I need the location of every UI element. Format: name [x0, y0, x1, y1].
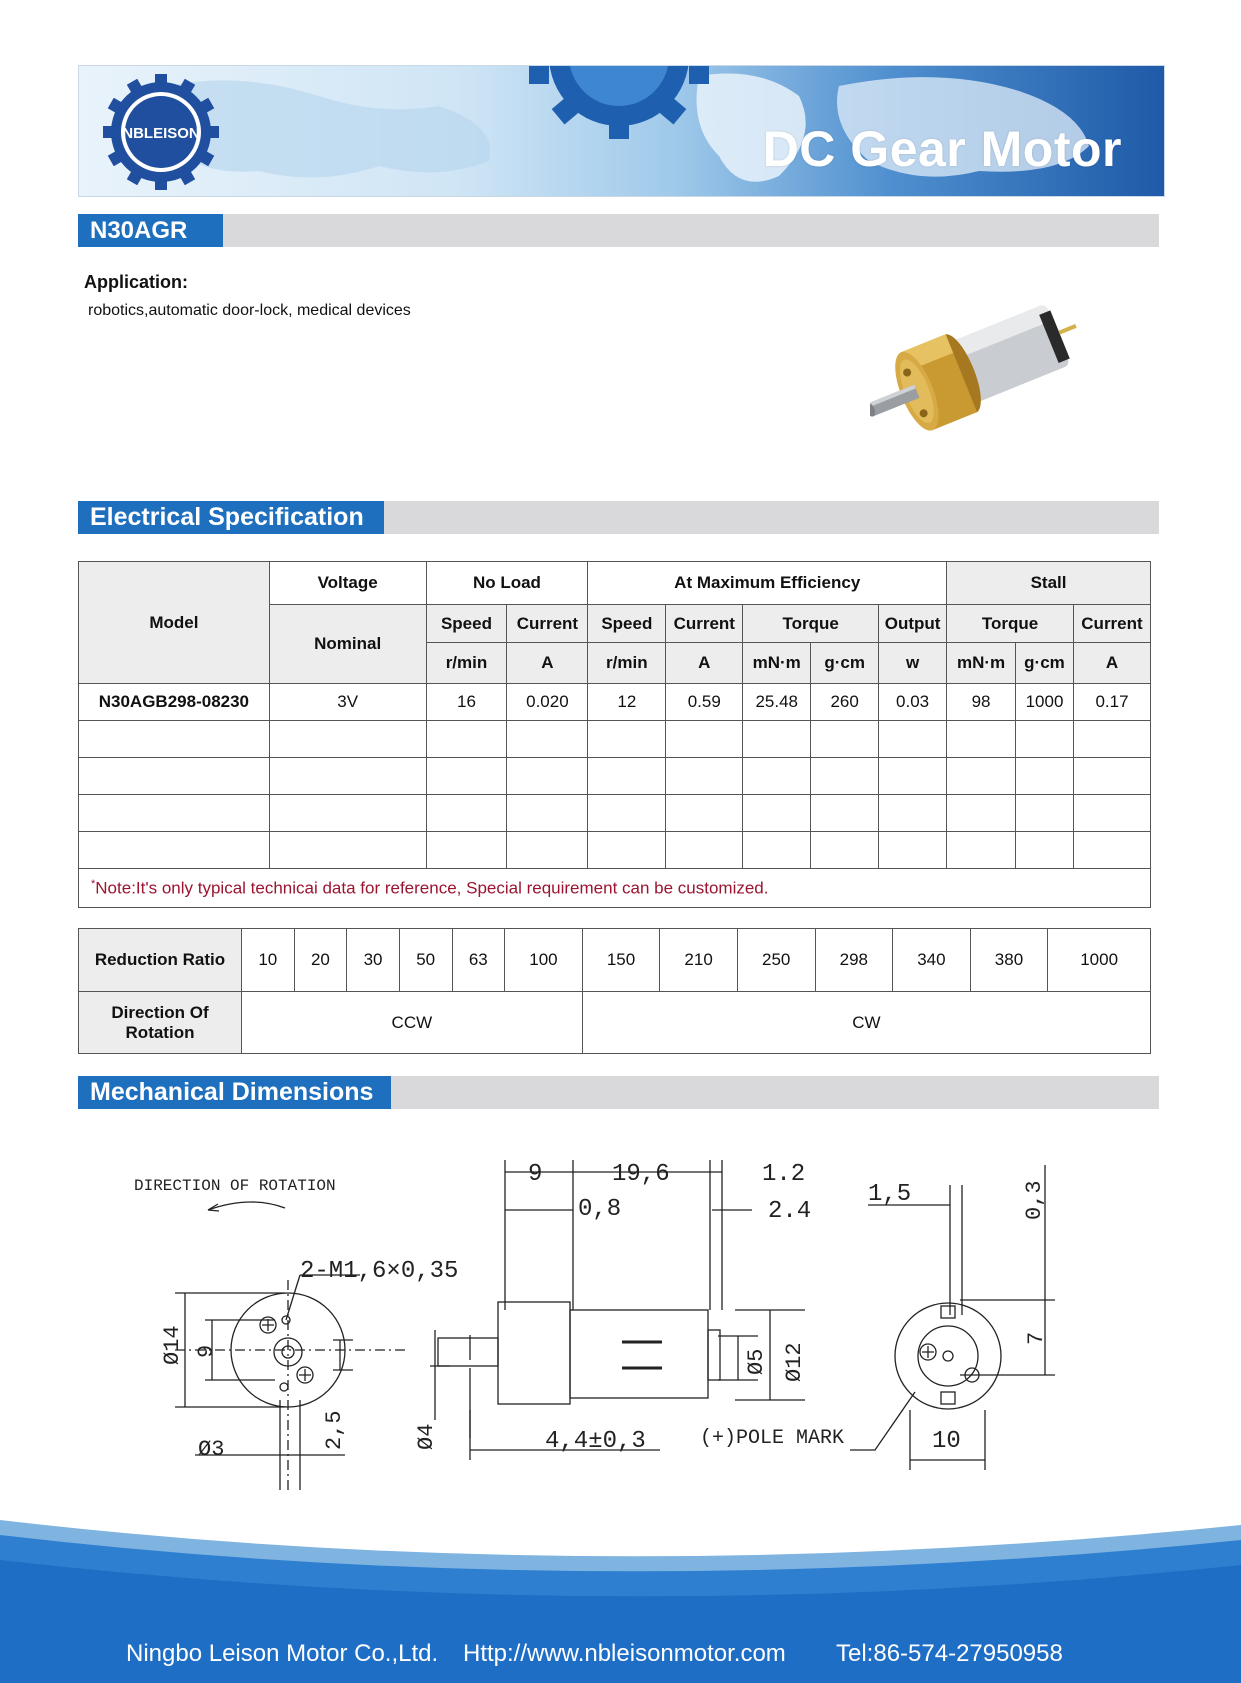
cell-me-speed: 12	[588, 684, 666, 721]
unit-nl-current: A	[507, 643, 588, 684]
unit-me-output: w	[879, 643, 947, 684]
cell-me-torque-mnm: 25.48	[743, 684, 811, 721]
header-stall: Stall	[947, 562, 1151, 605]
mechanical-section-title: Mechanical Dimensions	[78, 1076, 391, 1109]
electrical-spec-table	[78, 561, 1151, 908]
dim-24: 2.4	[768, 1198, 812, 1225]
dim-5: Ø5	[744, 1348, 769, 1375]
dim-12: 1.2	[762, 1161, 806, 1188]
ratio-label: Reduction Ratio	[79, 929, 242, 992]
header-model: Model	[79, 562, 270, 684]
header-nl-current: Current	[507, 605, 588, 643]
footer-website[interactable]: Http://www.nbleisonmotor.com	[463, 1640, 786, 1667]
unit-me-torque-gcm: g·cm	[811, 643, 879, 684]
cell-st-torque-mnm: 98	[947, 684, 1016, 721]
cell-st-current: 0.17	[1073, 684, 1150, 721]
rotation-label: Direction Of Rotation	[79, 992, 242, 1054]
model-bar	[78, 214, 1159, 247]
banner-title: DC Gear Motor	[762, 121, 1122, 177]
unit-me-current: A	[666, 643, 743, 684]
cell-st-torque-gcm: 1000	[1016, 684, 1074, 721]
ratio-cell: 100	[505, 929, 583, 992]
cell-nl-current: 0.020	[507, 684, 588, 721]
ratio-cell: 210	[660, 929, 738, 992]
header-max-efficiency: At Maximum Efficiency	[588, 562, 947, 605]
application-text: robotics,automatic door-lock, medical devices	[88, 302, 411, 319]
ratio-cell: 250	[737, 929, 815, 992]
header-voltage: Voltage	[269, 562, 426, 605]
electrical-section-title: Electrical Specification	[78, 501, 384, 534]
dim-7: 7	[1024, 1331, 1049, 1345]
note-mark: *	[91, 877, 96, 890]
ratio-cell: 150	[582, 929, 660, 992]
cell-nl-speed: 16	[426, 684, 507, 721]
dim-08: 0,8	[578, 1196, 622, 1223]
unit-me-torque-mnm: mN·m	[743, 643, 811, 684]
model-code: N30AGR	[78, 214, 223, 247]
header-me-output: Output	[879, 605, 947, 643]
table-note	[79, 869, 1151, 908]
dim-screw: 2-M1,6×0,35	[300, 1258, 459, 1285]
rotation-arrow-icon	[208, 1202, 285, 1210]
unit-me-speed: r/min	[588, 643, 666, 684]
note-text: Note:It's only typical technicai data for reference, Special requirement can be customized.	[95, 878, 769, 898]
unit-st-current: A	[1073, 643, 1150, 684]
dim-44: 4,4±0,3	[545, 1428, 646, 1455]
mechanical-section-bar	[78, 1076, 1159, 1109]
cell-me-torque-gcm: 260	[811, 684, 879, 721]
unit-st-torque-gcm: g·cm	[1016, 643, 1074, 684]
header-banner	[78, 65, 1165, 197]
ratio-cell: 20	[294, 929, 347, 992]
table-row	[79, 684, 1151, 721]
header-st-torque: Torque	[947, 605, 1074, 643]
mechanical-drawing	[0, 1160, 1241, 1490]
header-nominal: Nominal	[269, 605, 426, 684]
ratio-cell: 10	[242, 929, 295, 992]
cell-me-output: 0.03	[879, 684, 947, 721]
ratio-cell: 30	[347, 929, 400, 992]
header-no-load: No Load	[426, 562, 588, 605]
header-st-current: Current	[1073, 605, 1150, 643]
cell-me-current: 0.59	[666, 684, 743, 721]
logo-icon	[101, 72, 221, 192]
dim-4: Ø4	[414, 1423, 439, 1450]
dim-3: Ø3	[198, 1437, 225, 1462]
dim-9: 9	[528, 1161, 543, 1188]
header-me-current: Current	[666, 605, 743, 643]
unit-nl-speed: r/min	[426, 643, 507, 684]
table-row-empty	[79, 758, 1151, 795]
ratio-cell: 1000	[1048, 929, 1151, 992]
header-nl-speed: Speed	[426, 605, 507, 643]
dim-14: Ø14	[160, 1325, 185, 1365]
application-label: Application:	[84, 272, 188, 292]
dim-10: 10	[932, 1428, 961, 1455]
pole-mark-label: (+)POLE MARK	[700, 1427, 845, 1450]
cell-voltage: 3V	[269, 684, 426, 721]
table-row-empty	[79, 721, 1151, 758]
electrical-section-bar	[78, 501, 1159, 534]
table-row-empty	[79, 832, 1151, 869]
ratio-cell: 50	[399, 929, 452, 992]
dim-25: 2,5	[322, 1410, 347, 1450]
footer-tel: Tel:86-574-27950958	[836, 1640, 1063, 1667]
dim-9v: 9	[194, 1344, 219, 1358]
unit-st-torque-mnm: mN·m	[947, 643, 1016, 684]
logo-text: NBLEISON	[122, 125, 200, 142]
rotation-ccw: CCW	[242, 992, 583, 1054]
ratio-cell: 340	[893, 929, 971, 992]
ratio-cell: 298	[815, 929, 893, 992]
header-me-torque: Torque	[743, 605, 879, 643]
dim-03: 0,3	[1022, 1180, 1047, 1220]
cell-model: N30AGB298-08230	[79, 684, 270, 721]
dim-196: 19,6	[612, 1161, 670, 1188]
header-me-speed: Speed	[588, 605, 666, 643]
motor-photo	[870, 290, 1110, 470]
footer-company: Ningbo Leison Motor Co.,Ltd.	[126, 1640, 439, 1667]
dim-12d: Ø12	[782, 1342, 807, 1382]
direction-label: DIRECTION OF ROTATION	[134, 1177, 336, 1195]
table-row-empty	[79, 795, 1151, 832]
ratio-cell: 63	[452, 929, 505, 992]
ratio-cell: 380	[970, 929, 1048, 992]
rotation-cw: CW	[582, 992, 1150, 1054]
ratio-table	[78, 928, 1151, 1054]
dim-15: 1,5	[868, 1181, 912, 1208]
